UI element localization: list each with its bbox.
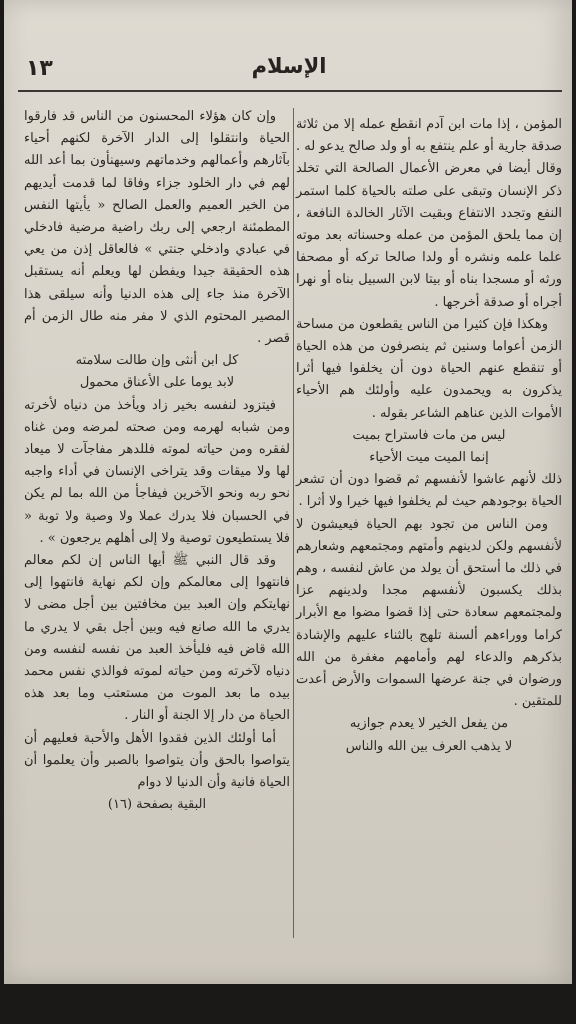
continuation-note: البقية بصفحة (١٦) — [107, 797, 207, 813]
right-column — [296, 114, 562, 758]
column-divider — [293, 108, 294, 938]
verse-line: ليس من مات فاستراح بميت — [352, 427, 506, 443]
paragraph: ومن الناس من تجود بهم الحياة فيعيشون لا لأنفسهم ولكن لدينهم وأمتهم ومجتمعهم وشعارهم في ذلك ما أستحق أن يولد من عاش لنفسه ، وهم بذلك يكسبون لأنفسهم مجدا ولدينهم عزا ولمجتمعهم سعادة حتى إذا قضوا مضوا مع الأبرار كراما ووراءهم ألسنة تلهج بالثناء عليهم والإشادة بذكرهم والدعاء لهم وأمامهم مغفرة من الله ورضوان في جنة عرضها السموات والأرض أعدت للمتقين . — [296, 516, 562, 710]
paragraph: ذلك لأنهم عاشوا لأنفسهم ثم قضوا دون أن تشعر الحياة بوجودهم حيث لم يخلفوا فيها خيرا ولا أثرا . — [296, 472, 562, 510]
paragraph: أما أولئك الذين فقدوا الأهل والأحبة فعليهم أن يتواصوا بالحق وأن يتواصوا بالصبر وأن يعلموا أن الحياة فانية وأن الدنيا لا دوام — [24, 730, 290, 791]
page-header — [18, 52, 560, 90]
verse-line: لا يذهب العرف بين الله والناس — [345, 738, 513, 754]
header-rule — [18, 90, 562, 92]
verse-line: كل ابن أنثى وإن طالت سلامته — [75, 353, 239, 369]
verse-line: من يفعل الخير لا يعدم جوازيه — [349, 716, 509, 732]
paragraph: فيتزود لنفسه بخير زاد ويأخذ من دنياه لأخرته ومن شبابه لهرمه ومن صحته لمرضه ومن غناه لفقره ومن حياته لموته فللدهر مفاجآت لا ميعاد لها ولا ميقات وقد يتراخى الإنسان في أداء واجبه نحو ربه ونحو الآخرين فيفاجأ من الله بما لم يكن في الحسبان فلا يدرك عملا ولا وصية ولا توبة « فلا يستطيعون توصية ولا إلى أهلهم يرجعون » . — [24, 397, 290, 546]
verse-line: إنما الميت ميت الأحياء — [369, 450, 489, 466]
page-number: ١٣ — [26, 56, 53, 81]
paragraph: وإن كان هؤلاء المحسنون من الناس قد فارقوا الحياة وانتقلوا إلى الدار الآخرة لكنهم أحياء بآثارهم وأعمالهم وخدماتهم وسيهنأون بما أعد الله لهم في دار الخلود جزاء وفاقا لما قدمت أيديهم من الخير العميم والعمل الصالح « يأيتها النفس المطمئنة ارجعي إلى ربك راضية مرضية فادخلي في عبادي وادخلي جنتي » فالعاقل إذن من يعي هذه الحقيقة جيدا ويفطن لها ويعلم أنه يستقبل الآخرة منذ جاء إلى هذه الدنيا وأنه سيلقى هذا المصير المحتوم الذي لا مفر منه طال الزمن أم قصر . — [24, 109, 290, 347]
paragraph: المؤمن ، إذا مات ابن آدم انقطع عمله إلا من ثلاثة صدقة جارية أو علم ينتفع به أو ولد صالح يدعو له . وقال أيضا في معرض الأعمال الصالحة التي تخلد ذكر الإنسان وتبقى على صلته بالحياة كلما استمر النفع وتجدد الانتفاع وبقيت الآثار الخالدة النافعة ، إن مما يلحق المؤمن من عمله وحسناته بعد موته علما علمه ونشره أو ولدا صالحا تركه أو مصحفا ورثه أو مسجدا بناه أو بيتا لابن السبيل بناه أو نهرا أجراه أو صدقة أخرجها . — [296, 117, 562, 310]
left-column — [24, 106, 290, 817]
verse-line: لابد يوما على الأعناق محمول — [79, 375, 235, 391]
book-page — [4, 0, 572, 984]
paragraph: وهكذا فإن كثيرا من الناس يقطعون من مساحة الزمن أعواما وسنين ثم ينصرفون من هذه الحياة أو تنقطع عنهم الحياة دون أن يخلفوا فيها أثرا يذكرون به ويحمدون عليه وأولئك هم الأحياء الأموات الذين عناهم الشاعر بقوله . — [296, 316, 562, 421]
paragraph: وقد قال النبي ﷺ أيها الناس إن لكم معالم فانتهوا إلى معالمكم وإن لكم نهاية فانتهوا إلى نهايتكم وإن العبد بين مخافتين بين أجل مضى لا يدري ما الله صانع فيه وبين أجل بقي لا يدري ما الله قاض فيه فليأخذ العبد من نفسه لنفسه ومن دنياه لآخرته ومن حياته لموته فوالذي نفس محمد بيده ما بعد الموت من مستعتب وما بعد هذه الحياة من دار إلا الجنة أو النار . — [24, 553, 290, 724]
journal-title: الإسلام — [251, 54, 327, 78]
